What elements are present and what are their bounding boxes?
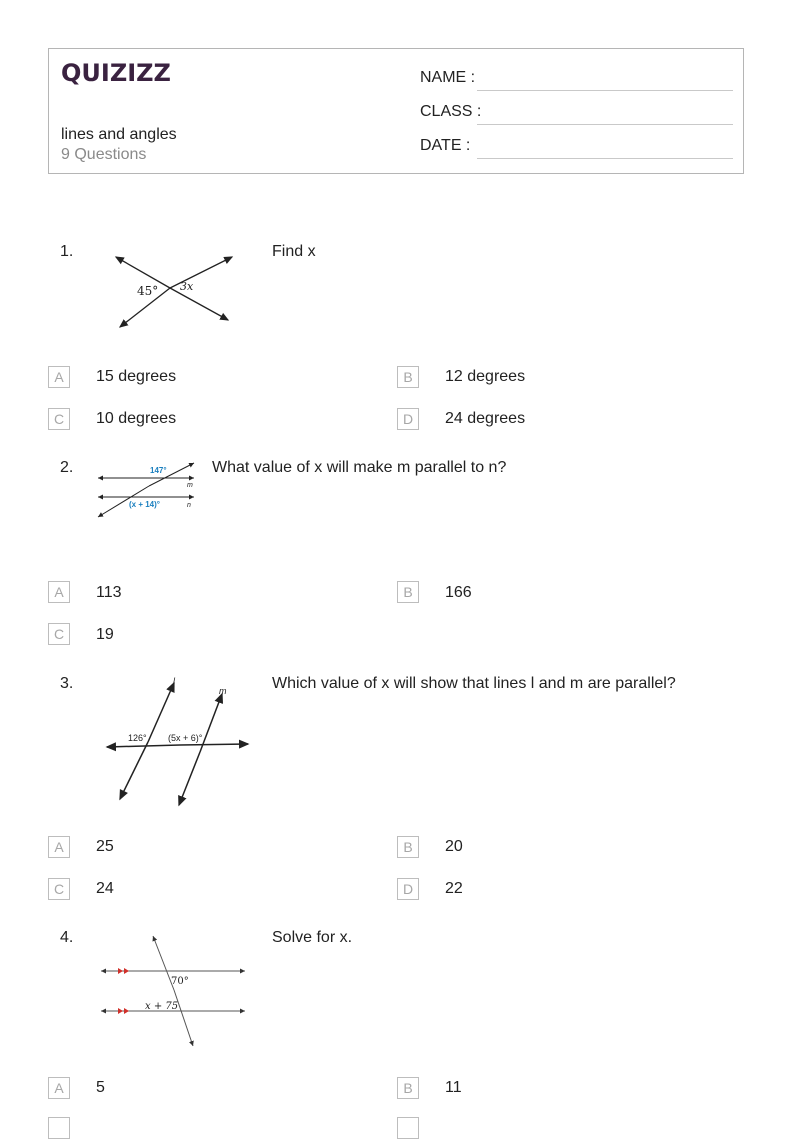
question-number: 3.	[60, 675, 74, 692]
date-line[interactable]	[477, 157, 733, 159]
line-label: m	[187, 482, 193, 489]
class-line[interactable]	[477, 123, 733, 125]
line-label: l	[173, 676, 175, 686]
question-text: Solve for x.	[272, 929, 353, 946]
parallel-lines-solve-figure	[98, 930, 250, 1052]
option-text[interactable]: 20	[445, 838, 463, 855]
question-number: 4.	[60, 929, 74, 946]
class-label: CLASS :	[420, 103, 482, 120]
transversal	[174, 990, 193, 1046]
option-text[interactable]: 15 degrees	[96, 368, 177, 385]
worksheet-title: lines and angles	[61, 126, 177, 143]
option-letter-b[interactable]: B	[397, 1077, 419, 1099]
line-m	[179, 752, 200, 805]
option-text[interactable]: 12 degrees	[445, 368, 526, 385]
angle-label: 3x	[180, 280, 194, 293]
name-label: NAME :	[420, 69, 476, 86]
option-text[interactable]: 11	[445, 1079, 462, 1096]
line-l	[120, 742, 148, 799]
class-field[interactable]	[420, 103, 482, 121]
question-number: 2.	[60, 459, 74, 476]
option-letter-d[interactable]: D	[397, 408, 419, 430]
name-line[interactable]	[477, 89, 733, 91]
line-label: m	[219, 686, 227, 696]
option-letter-c[interactable]: C	[48, 623, 70, 645]
question-text: What value of x will make m parallel to n?	[212, 459, 507, 476]
transversal	[107, 745, 180, 747]
option-letter-partial[interactable]	[397, 1117, 419, 1139]
option-letter-a[interactable]: A	[48, 581, 70, 603]
option-letter-c[interactable]: C	[48, 408, 70, 430]
intersecting-lines-figure	[108, 248, 238, 334]
option-text[interactable]: 24 degrees	[445, 410, 526, 427]
lines-l-m-transversal-figure	[100, 672, 256, 812]
option-text[interactable]: 10 degrees	[96, 410, 177, 427]
option-letter-c[interactable]: C	[48, 878, 70, 900]
angle-label: (5x + 6)°	[168, 733, 203, 743]
angle-label: 45°	[137, 284, 159, 298]
option-letter-partial[interactable]	[48, 1117, 70, 1139]
angle-label: 126°	[128, 733, 147, 743]
angle-label: 147°	[150, 466, 167, 475]
transversal	[180, 744, 248, 745]
option-letter-b[interactable]: B	[397, 836, 419, 858]
parallel-lines-transversal-figure	[94, 460, 200, 522]
question-count: 9 Questions	[61, 146, 147, 163]
angle-label: 70°	[171, 976, 189, 987]
name-field[interactable]	[420, 69, 476, 87]
quizizz-logo: QUIZIZZ	[61, 59, 171, 87]
option-letter-b[interactable]: B	[397, 366, 419, 388]
option-text[interactable]: 22	[445, 880, 463, 897]
option-text[interactable]: 19	[96, 626, 114, 643]
option-letter-d[interactable]: D	[397, 878, 419, 900]
option-letter-a[interactable]: A	[48, 836, 70, 858]
option-letter-b[interactable]: B	[397, 581, 419, 603]
option-text[interactable]: 25	[96, 838, 114, 855]
option-text[interactable]: 5	[96, 1079, 105, 1096]
option-text[interactable]: 166	[445, 584, 472, 601]
option-text[interactable]: 113	[96, 584, 122, 601]
question-number: 1.	[60, 243, 74, 260]
option-text[interactable]: 24	[96, 880, 114, 897]
line-m	[200, 694, 222, 752]
date-field[interactable]	[420, 137, 476, 155]
question-text: Find x	[272, 243, 316, 260]
option-letter-a[interactable]: A	[48, 366, 70, 388]
line-segment	[170, 288, 228, 320]
date-label: DATE :	[420, 137, 471, 154]
angle-label: (x + 14)°	[129, 500, 160, 509]
worksheet-header	[48, 48, 744, 174]
angle-label: x + 75	[145, 1001, 179, 1012]
line-label: n	[187, 502, 191, 509]
question-text: Which value of x will show that lines l and m are parallel?	[272, 675, 676, 692]
option-letter-a[interactable]: A	[48, 1077, 70, 1099]
